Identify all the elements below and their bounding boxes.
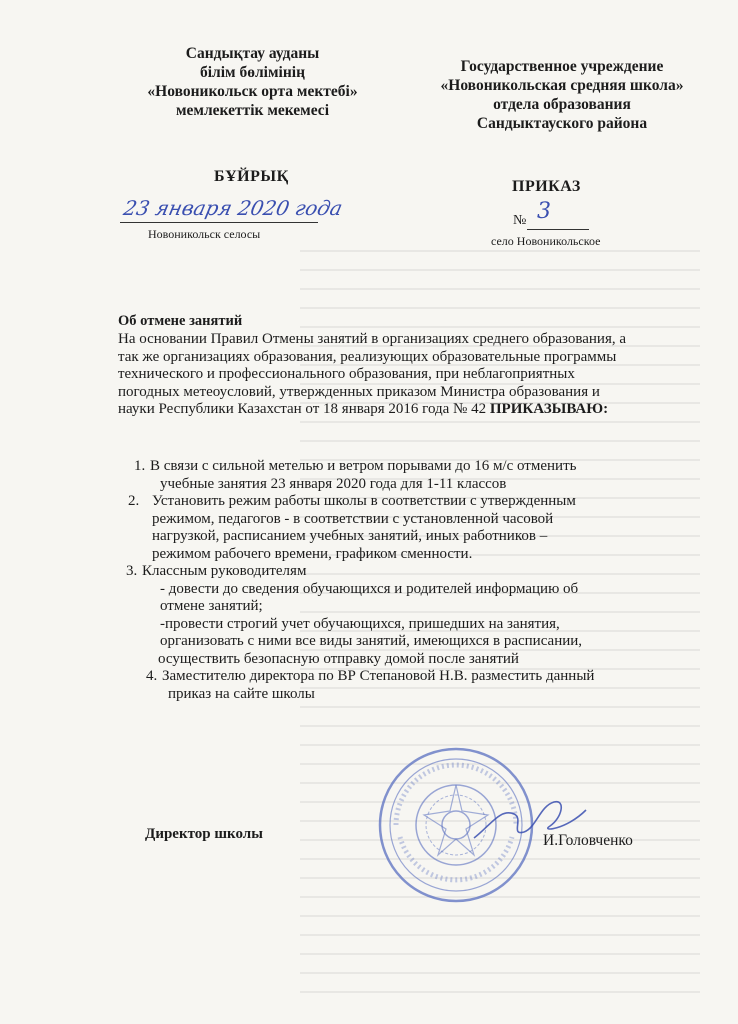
order-item-2 <box>128 493 710 563</box>
header-ru-line-3: отдела образования <box>493 96 631 113</box>
preamble-line: На основании Правил Отмены занятий в организациях среднего образования, а <box>118 331 627 347</box>
item-number: 4. <box>146 668 158 684</box>
preamble-line: погодных метеоусловий, утвержденных приказом Министра образования и <box>118 383 600 400</box>
handwritten-order-number: 3 <box>537 199 551 224</box>
preamble-line: так же организациях образования, реализующих образовательные программы <box>118 348 617 365</box>
header-ru-line-1: Государственное учреждение <box>460 58 664 75</box>
preamble <box>118 331 703 419</box>
order-item-4 <box>146 668 710 703</box>
order-subject: Об отмене занятий <box>118 313 243 329</box>
preamble-line: технического и профессионального образования, при неблагоприятных <box>118 366 575 382</box>
handwritten-date: 23 января 2020 года <box>121 196 345 220</box>
place-russian: село Новоникольское <box>491 234 601 248</box>
item-line: учебные занятия 23 января 2020 года для 1-11 классов <box>160 475 507 492</box>
item-line: режимом, педагогов - в соответствии с установленной часовой <box>152 510 554 527</box>
order-word: ПРИКАЗЫВАЮ: <box>489 401 609 417</box>
preamble-line: науки Республики Казахстан от 18 января 2016 года № 42 <box>118 401 487 417</box>
header-ru-line-2: «Новоникольская средняя школа» <box>440 77 684 94</box>
item-line: -провести строгий учет обучающихся, пришедших на занятия, <box>160 615 560 632</box>
item-number: 2. <box>128 493 140 509</box>
date-underline <box>120 222 318 223</box>
order-item-3 <box>126 563 710 668</box>
header-kazakh <box>120 44 385 120</box>
item-number: 1. <box>134 458 146 474</box>
item-line: отмене занятий; <box>160 598 263 614</box>
header-ru-line-4: Сандыктауского района <box>476 115 648 132</box>
item-line: Заместителю директора по ВР Степановой Н.В. разместить данный <box>162 668 595 684</box>
place-kazakh: Новоникольск селосы <box>148 227 261 241</box>
preamble-line-last <box>118 401 703 419</box>
item-line: Установить режим работы школы в соответствии с утвержденным <box>152 493 576 509</box>
item-line: организовать с ними все виды занятий, имеющихся в расписании, <box>160 633 583 649</box>
item-line: режимом рабочего времени, графиком сменности. <box>152 545 473 562</box>
item-number: 3. <box>126 563 138 579</box>
header-kz-line-4: мемлекеттік мекемесі <box>175 102 329 119</box>
item-line: В связи с сильной метелью и ветром порывами до 16 м/с отменить <box>150 458 577 474</box>
number-underline <box>527 229 589 230</box>
order-item-1 <box>134 458 710 493</box>
signer-position: Директор школы <box>145 826 263 842</box>
doc-type-russian: ПРИКАЗ <box>512 178 581 195</box>
doc-type-kazakh: БҰЙРЫҚ <box>214 168 289 185</box>
order-items <box>126 458 710 703</box>
header-kz-line-3: «Новоникольск орта мектебі» <box>147 83 358 100</box>
header-kz-line-1: Сандықтау ауданы <box>185 45 320 62</box>
item-line: приказ на сайте школы <box>168 685 315 702</box>
item-line: осуществить безопасную отправку домой после занятий <box>158 650 519 667</box>
order-number-label: № <box>513 213 527 228</box>
header-kz-line-2: білім бөлімінің <box>199 64 306 81</box>
signer-name: И.Головченко <box>543 832 633 849</box>
header-russian <box>402 57 722 133</box>
item-line: нагрузкой, расписанием учебных занятий, иных работников – <box>152 528 548 544</box>
item-line: - довести до сведения обучающихся и родителей информацию об <box>160 580 579 597</box>
item-line: Классным руководителям <box>142 563 307 579</box>
